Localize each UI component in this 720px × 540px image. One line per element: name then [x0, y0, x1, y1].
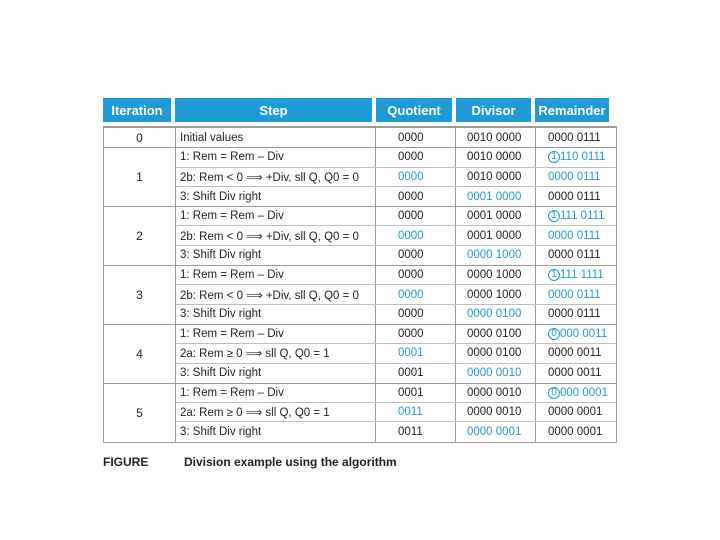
step-rows — [176, 384, 616, 442]
divisor-cell: 0001 0000 — [456, 226, 536, 244]
quotient-cell: 0000 — [376, 168, 456, 186]
remainder-value: 000 0001 — [560, 387, 608, 399]
quotient-cell: 0000 — [376, 207, 456, 225]
table-row — [176, 148, 616, 167]
remainder-value: 0000 0111 — [548, 288, 601, 301]
remainder-value: 0000 0111 — [548, 249, 601, 262]
quotient-cell: 0001 — [376, 384, 456, 402]
step-cell: 3: Shift Div right — [176, 364, 376, 383]
step-cell: Initial values — [176, 128, 376, 147]
remainder-cell — [536, 305, 616, 324]
remainder-value: 000 0011 — [560, 328, 608, 341]
table-row — [176, 403, 616, 422]
iteration-number: 5 — [104, 384, 176, 442]
divisor-cell: 0010 0000 — [456, 148, 536, 166]
iteration-number: 1 — [104, 148, 176, 206]
remainder-cell — [536, 187, 616, 206]
divisor-cell: 0000 0100 — [456, 344, 536, 362]
iteration-number: 2 — [104, 207, 176, 265]
table-row — [176, 384, 616, 403]
remainder-cell — [536, 364, 616, 383]
table-row — [176, 285, 616, 304]
quotient-cell: 0001 — [376, 364, 456, 383]
remainder-value: 110 0111 — [560, 151, 606, 164]
step-rows — [176, 207, 616, 265]
remainder-value: 0000 0111 — [548, 131, 601, 144]
quotient-cell: 0000 — [376, 246, 456, 265]
remainder-cell — [536, 325, 616, 343]
step-cell: 3: Shift Div right — [176, 305, 376, 324]
remainder-cell — [536, 384, 616, 402]
quotient-cell: 0001 — [376, 344, 456, 362]
remainder-value: 0000 0011 — [548, 367, 602, 380]
step-cell: 3: Shift Div right — [176, 246, 376, 265]
header-remainder: Remainder — [535, 98, 609, 122]
divisor-cell: 0000 0010 — [456, 403, 536, 421]
sign-bit-circle: 1 — [548, 151, 560, 163]
remainder-value: 0000 0111 — [548, 229, 601, 242]
divisor-cell: 0010 0000 — [456, 128, 536, 147]
step-rows — [176, 325, 616, 383]
divisor-cell: 0001 0000 — [456, 187, 536, 206]
quotient-cell: 0000 — [376, 305, 456, 324]
divisor-cell: 0000 0010 — [456, 364, 536, 383]
remainder-value: 0000 0001 — [548, 406, 603, 419]
remainder-cell — [536, 207, 616, 225]
table-row — [176, 305, 616, 324]
iteration-group — [104, 384, 616, 442]
divisor-cell: 0000 0100 — [456, 325, 536, 343]
header-quotient: Quotient — [376, 98, 452, 122]
table-row — [176, 128, 616, 147]
quotient-cell: 0000 — [376, 187, 456, 206]
header-iteration: Iteration — [103, 98, 171, 122]
divisor-cell: 0001 0000 — [456, 207, 536, 225]
quotient-cell: 0000 — [376, 325, 456, 343]
iteration-group — [104, 207, 616, 266]
step-cell: 1: Rem = Rem – Div — [176, 148, 376, 166]
divisor-cell: 0000 1000 — [456, 266, 536, 284]
table-row — [176, 422, 616, 441]
table-row — [176, 364, 616, 383]
figure-label: FIGURE — [103, 455, 149, 469]
iteration-number: 0 — [104, 128, 176, 147]
sign-bit-circle: 0 — [548, 387, 560, 399]
quotient-cell: 0011 — [376, 422, 456, 441]
table-row — [176, 168, 616, 187]
step-rows — [176, 148, 616, 206]
sign-bit-circle: 1 — [548, 210, 560, 222]
remainder-cell — [536, 285, 616, 303]
divisor-cell: 0000 1000 — [456, 246, 536, 265]
step-cell: 2a: Rem ≥ 0 ⟹ sll Q, Q0 = 1 — [176, 403, 376, 421]
sign-bit-circle: 1 — [548, 269, 560, 281]
remainder-cell — [536, 128, 616, 147]
figure-caption: Division example using the algorithm — [184, 455, 397, 469]
remainder-value: 0000 0111 — [548, 308, 601, 321]
header-divisor: Divisor — [456, 98, 531, 122]
iteration-group — [104, 128, 616, 148]
divisor-cell: 0000 0010 — [456, 384, 536, 402]
table-row — [176, 187, 616, 206]
quotient-cell: 0011 — [376, 403, 456, 421]
table-body — [103, 126, 617, 443]
remainder-value: 0000 0111 — [548, 170, 601, 183]
step-cell: 2a: Rem ≥ 0 ⟹ sll Q, Q0 = 1 — [176, 344, 376, 362]
header-step: Step — [175, 98, 372, 122]
step-cell: 2b: Rem < 0 ⟹ +Div, sll Q, Q0 = 0 — [176, 226, 376, 244]
remainder-cell — [536, 403, 616, 421]
remainder-value: 111 0111 — [560, 210, 605, 223]
remainder-cell — [536, 344, 616, 362]
step-rows — [176, 128, 616, 147]
remainder-cell — [536, 422, 616, 441]
table-row — [176, 207, 616, 226]
remainder-cell — [536, 246, 616, 265]
step-cell: 2b: Rem < 0 ⟹ +Div, sll Q, Q0 = 0 — [176, 168, 376, 186]
sign-bit-circle: 0 — [548, 328, 560, 340]
iteration-group — [104, 266, 616, 325]
step-cell: 1: Rem = Rem – Div — [176, 325, 376, 343]
divisor-cell: 0000 0100 — [456, 305, 536, 324]
remainder-cell — [536, 148, 616, 166]
iteration-number: 4 — [104, 325, 176, 383]
iteration-group — [104, 325, 616, 384]
quotient-cell: 0000 — [376, 285, 456, 303]
quotient-cell: 0000 — [376, 266, 456, 284]
step-cell: 2b: Rem < 0 ⟹ +Div, sll Q, Q0 = 0 — [176, 285, 376, 303]
divisor-cell: 0000 1000 — [456, 285, 536, 303]
table-row — [176, 246, 616, 265]
table-row — [176, 226, 616, 245]
step-cell: 1: Rem = Rem – Div — [176, 384, 376, 402]
table-row — [176, 344, 616, 363]
remainder-cell — [536, 168, 616, 186]
step-cell: 1: Rem = Rem – Div — [176, 207, 376, 225]
remainder-value: 0000 0111 — [548, 190, 601, 203]
table-row — [176, 325, 616, 344]
quotient-cell: 0000 — [376, 226, 456, 244]
remainder-cell — [536, 226, 616, 244]
step-rows — [176, 266, 616, 324]
quotient-cell: 0000 — [376, 128, 456, 147]
remainder-value: 111 1111 — [560, 269, 604, 282]
remainder-cell — [536, 266, 616, 284]
iteration-group — [104, 148, 616, 207]
table-row — [176, 266, 616, 285]
step-cell: 3: Shift Div right — [176, 422, 376, 441]
quotient-cell: 0000 — [376, 148, 456, 166]
divisor-cell: 0000 0001 — [456, 422, 536, 441]
remainder-value: 0000 0001 — [548, 426, 603, 439]
division-table — [103, 98, 617, 439]
step-cell: 3: Shift Div right — [176, 187, 376, 206]
remainder-value: 0000 0011 — [548, 347, 602, 360]
divisor-cell: 0010 0000 — [456, 168, 536, 186]
iteration-number: 3 — [104, 266, 176, 324]
table-header — [103, 98, 617, 122]
step-cell: 1: Rem = Rem – Div — [176, 266, 376, 284]
